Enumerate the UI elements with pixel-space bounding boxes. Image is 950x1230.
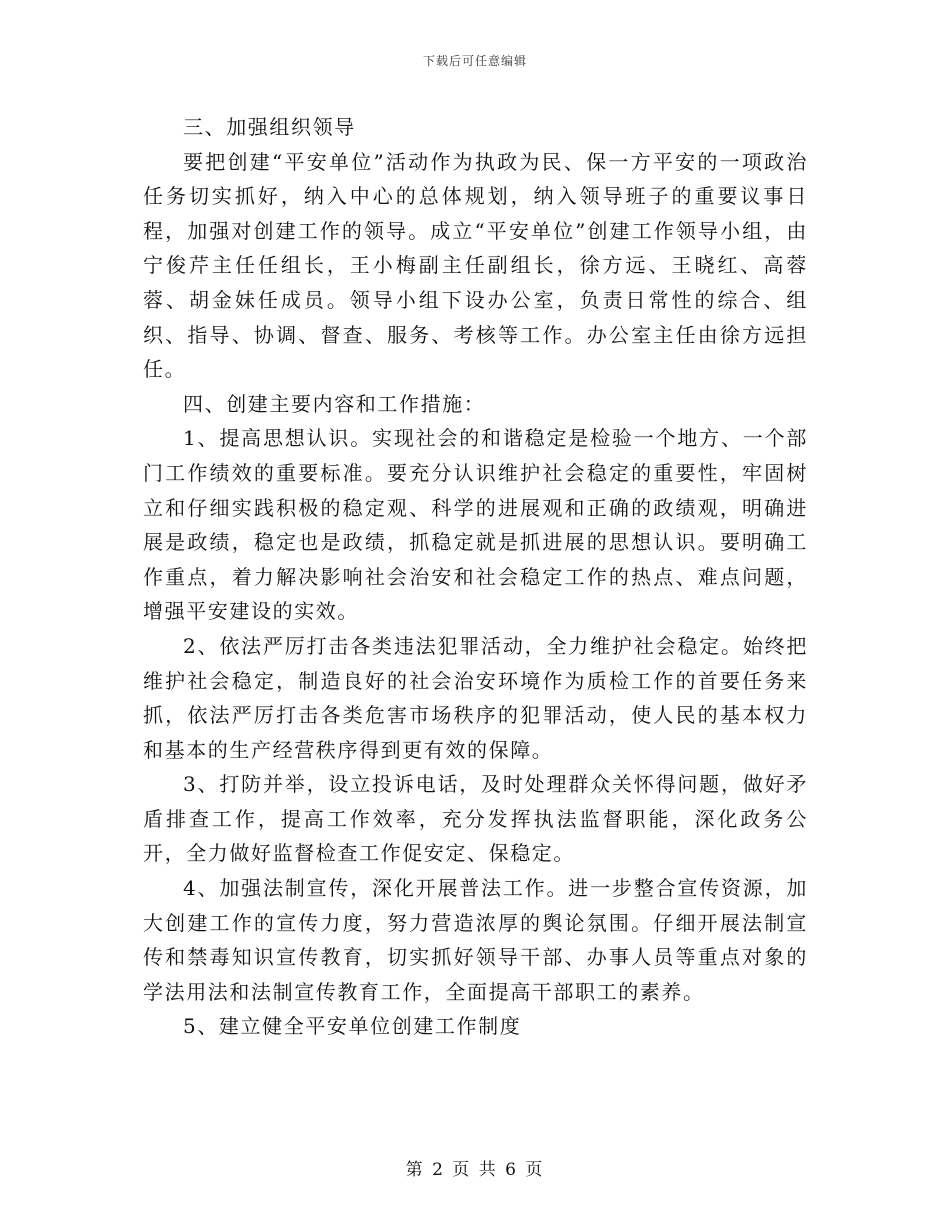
- paragraph-item-2: 2、依法严厉打击各类违法犯罪活动，全力维护社会稳定。始终把维护社会稳定，制造良好的社会治安环境作为质检工作的首要任务来抓，依法严厉打击各类危害市场秩序的犯罪活动，使人民的基本权力和基本的生产经营秩序得到更有效的保障。: [143, 633, 808, 762]
- paragraph-leadership: 要把创建“平安单位”活动作为执政为民、保一方平安的一项政治任务切实抓好，纳入中心的总体规划，纳入领导班子的重要议事日程，加强对创建工作的领导。成立“平安单位”创建工作领导小组，由宁俊芹主任任组长，王小梅副主任副组长，徐方远、王晓红、高蓉蓉、胡金妹任成员。领导小组下设办公室，负责日常性的综合、组织、指导、协调、督查、服务、考核等工作。办公室主任由徐方远担任。: [143, 149, 808, 382]
- paragraph-item-5: 5、建立健全平安单位创建工作制度: [183, 1014, 522, 1039]
- paragraph-item-3: 3、打防并举，设立投诉电话，及时处理群众关怀得问题，做好矛盾排查工作，提高工作效率，充分发挥执法监督职能，深化政务公开，全力做好监督检查工作促安定、保稳定。: [143, 772, 808, 866]
- paragraph-item-4: 4、加强法制宣传，深化开展普法工作。进一步整合宣传资源，加大创建工作的宣传力度，努力营造浓厚的舆论氛围。仔细开展法制宣传和禁毒知识宣传教育，切实抓好领导干部、办事人员等重点对象的学法用法和法制宣传教育工作，全面提高干部职工的素养。: [143, 876, 808, 1004]
- header-note: 下载后可任意编辑: [422, 54, 527, 68]
- document-body: [143, 110, 808, 1044]
- page-number: 第 2 页 共 6 页: [405, 1160, 545, 1180]
- section-heading-3: 三、加强组织领导: [183, 115, 356, 139]
- section-heading-4: 四、创建主要内容和工作措施：: [183, 391, 486, 416]
- paragraph-item-1: 1、提高思想认识。实现社会的和谐稳定是检验一个地方、一个部门工作绩效的重要标准。要充分认识维护社会稳定的重要性，牢固树立和仔细实践积极的稳定观、科学的进展观和正确的政绩观，明确进展是政绩，稳定也是政绩，抓稳定就是抓进展的思想认识。要明确工作重点，着力解决影响社会治安和社会稳定工作的热点、难点问题，增强平安建设的实效。: [143, 426, 808, 624]
